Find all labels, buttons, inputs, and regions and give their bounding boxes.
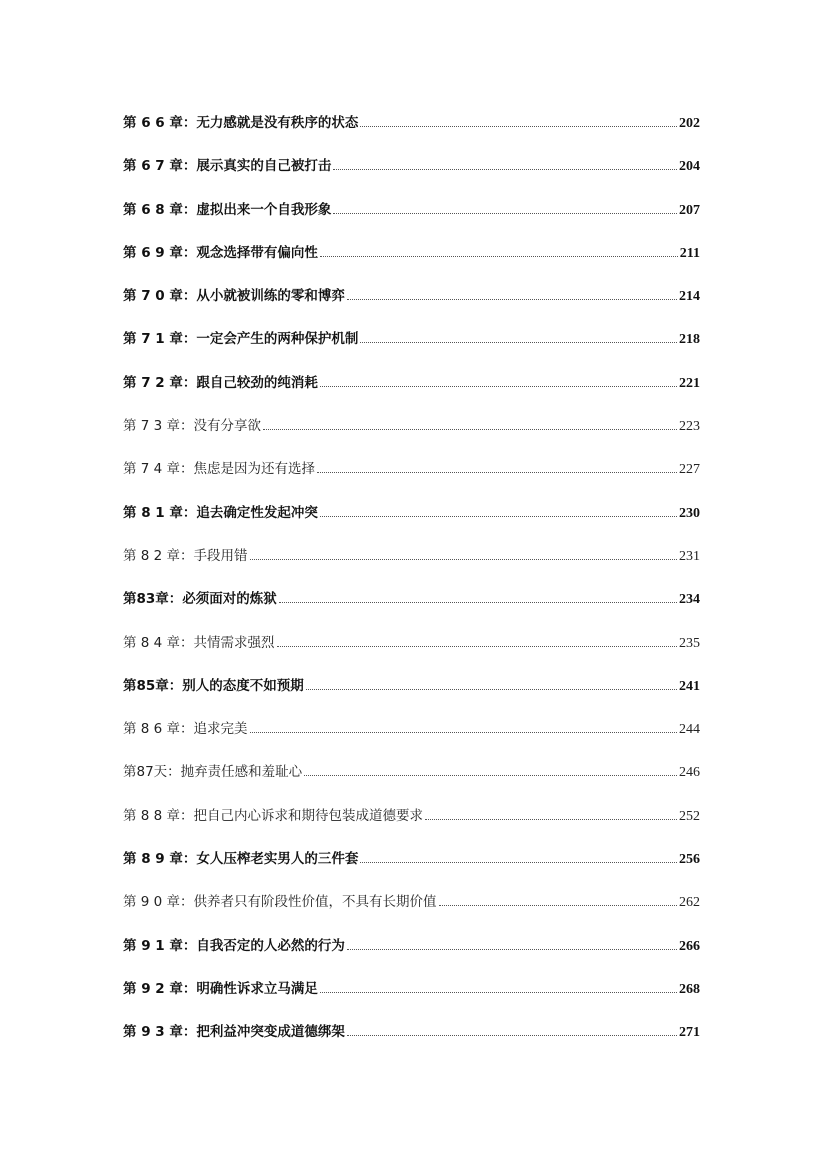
toc-dot-leader bbox=[439, 905, 677, 906]
toc-entry-title: 第 9 3 章：把利益冲突变成道德绑架 bbox=[123, 1024, 345, 1041]
toc-entry-page-number: 204 bbox=[679, 159, 700, 175]
toc-entry-title: 第 8 4 章：共情需求强烈 bbox=[123, 634, 275, 651]
toc-entry-title: 第 9 0 章：供养者只有阶段性价值，不具有长期价值 bbox=[123, 894, 437, 911]
toc-entry-page-number: 207 bbox=[679, 202, 700, 218]
toc-entry[interactable] bbox=[123, 457, 700, 500]
toc-entry-title: 第 6 9 章：观念选择带有偏向性 bbox=[123, 244, 318, 261]
toc-entry-page-number: 214 bbox=[679, 289, 700, 305]
toc-entry-title: 第 7 0 章：从小就被训练的零和博弈 bbox=[123, 288, 345, 305]
toc-entry-page-number: 256 bbox=[679, 852, 700, 868]
toc-entry[interactable] bbox=[123, 198, 700, 241]
toc-entry-page-number: 244 bbox=[679, 722, 700, 738]
toc-entry[interactable] bbox=[123, 890, 700, 933]
toc-entry-title: 第 8 6 章：追求完美 bbox=[123, 721, 248, 738]
toc-entry[interactable] bbox=[123, 847, 700, 890]
toc-entry[interactable] bbox=[123, 241, 700, 284]
toc-entry-title: 第 8 9 章：女人压榨老实男人的三件套 bbox=[123, 851, 359, 868]
toc-dot-leader bbox=[320, 256, 678, 257]
toc-dot-leader bbox=[347, 949, 677, 950]
toc-entry-title: 第85章：别人的态度不如预期 bbox=[123, 677, 304, 694]
toc-dot-leader bbox=[333, 213, 677, 214]
toc-dot-leader bbox=[320, 386, 677, 387]
toc-dot-leader bbox=[304, 775, 677, 776]
toc-dot-leader bbox=[250, 732, 677, 733]
toc-entry[interactable] bbox=[123, 674, 700, 717]
toc-entry[interactable] bbox=[123, 587, 700, 630]
toc-entry-title: 第 6 8 章：虚拟出来一个自我形象 bbox=[123, 201, 332, 218]
toc-entry-page-number: 246 bbox=[679, 765, 700, 781]
toc-entry-title: 第 7 4 章：焦虑是因为还有选择 bbox=[123, 461, 316, 478]
toc-entry-title: 第 7 2 章：跟自己较劲的纯消耗 bbox=[123, 374, 318, 391]
toc-entry-page-number: 262 bbox=[679, 895, 700, 911]
toc-entry-page-number: 227 bbox=[679, 462, 700, 478]
toc-entry-title: 第 8 1 章：追去确定性发起冲突 bbox=[123, 504, 318, 521]
toc-dot-leader bbox=[277, 646, 677, 647]
toc-dot-leader bbox=[360, 862, 677, 863]
toc-entry-title: 第 7 3 章：没有分享欲 bbox=[123, 418, 262, 435]
toc-dot-leader bbox=[347, 1035, 677, 1036]
toc-entry-title: 第 6 7 章：展示真实的自己被打击 bbox=[123, 158, 332, 175]
toc-entry-page-number: 266 bbox=[679, 938, 700, 954]
toc-entry-title: 第 7 1 章：一定会产生的两种保护机制 bbox=[123, 331, 359, 348]
toc-entry-title: 第 6 6 章：无力感就是没有秩序的状态 bbox=[123, 115, 359, 131]
toc-entry-page-number: 218 bbox=[679, 332, 700, 348]
toc-entry[interactable] bbox=[123, 804, 700, 847]
toc-dot-leader bbox=[333, 169, 677, 170]
toc-dot-leader bbox=[317, 472, 677, 473]
toc-entry[interactable] bbox=[123, 760, 700, 803]
toc-entry-page-number: 271 bbox=[679, 1025, 700, 1041]
toc-entry-page-number: 223 bbox=[679, 419, 700, 435]
toc-entry-page-number: 230 bbox=[679, 505, 700, 521]
toc-dot-leader bbox=[360, 126, 677, 127]
toc-entry[interactable] bbox=[123, 327, 700, 370]
toc-entry-title: 第 8 2 章：手段用错 bbox=[123, 547, 248, 564]
toc-entry[interactable] bbox=[123, 977, 700, 1020]
toc-dot-leader bbox=[360, 342, 677, 343]
toc-entry-title: 第 9 1 章：自我否定的人必然的行为 bbox=[123, 937, 345, 954]
toc-entry-page-number: 235 bbox=[679, 635, 700, 651]
toc-entry-title: 第 9 2 章：明确性诉求立马满足 bbox=[123, 980, 318, 997]
toc-entry[interactable] bbox=[123, 501, 700, 544]
toc-entry[interactable] bbox=[123, 371, 700, 414]
toc-entry[interactable] bbox=[123, 284, 700, 327]
toc-entry-page-number: 221 bbox=[679, 375, 700, 391]
toc-entry[interactable] bbox=[123, 1020, 700, 1063]
toc-entry-page-number: 268 bbox=[679, 981, 700, 997]
toc-entry[interactable] bbox=[123, 544, 700, 587]
toc-entry-page-number: 211 bbox=[679, 245, 700, 261]
toc-dot-leader bbox=[306, 689, 677, 690]
toc-entry[interactable] bbox=[123, 414, 700, 457]
toc-dot-leader bbox=[250, 559, 677, 560]
toc-dot-leader bbox=[320, 516, 677, 517]
toc-entry-title: 第87天：抛弃责任感和羞耻心 bbox=[123, 764, 303, 781]
table-of-contents bbox=[123, 111, 700, 1064]
toc-dot-leader bbox=[320, 992, 677, 993]
toc-dot-leader bbox=[425, 819, 677, 820]
toc-entry-title: 第83章：必须面对的炼狱 bbox=[123, 591, 277, 608]
toc-dot-leader bbox=[263, 429, 677, 430]
toc-entry-page-number: 202 bbox=[679, 116, 700, 131]
toc-entry[interactable] bbox=[123, 154, 700, 197]
toc-entry[interactable] bbox=[123, 111, 700, 154]
toc-entry[interactable] bbox=[123, 717, 700, 760]
toc-entry-page-number: 231 bbox=[679, 548, 700, 564]
toc-entry-page-number: 241 bbox=[679, 678, 700, 694]
toc-dot-leader bbox=[347, 299, 677, 300]
toc-entry-title: 第 8 8 章：把自己内心诉求和期待包装成道德要求 bbox=[123, 807, 424, 824]
toc-entry-page-number: 234 bbox=[679, 592, 700, 608]
toc-entry[interactable] bbox=[123, 934, 700, 977]
toc-dot-leader bbox=[279, 602, 677, 603]
toc-entry[interactable] bbox=[123, 631, 700, 674]
toc-entry-page-number: 252 bbox=[679, 808, 700, 824]
